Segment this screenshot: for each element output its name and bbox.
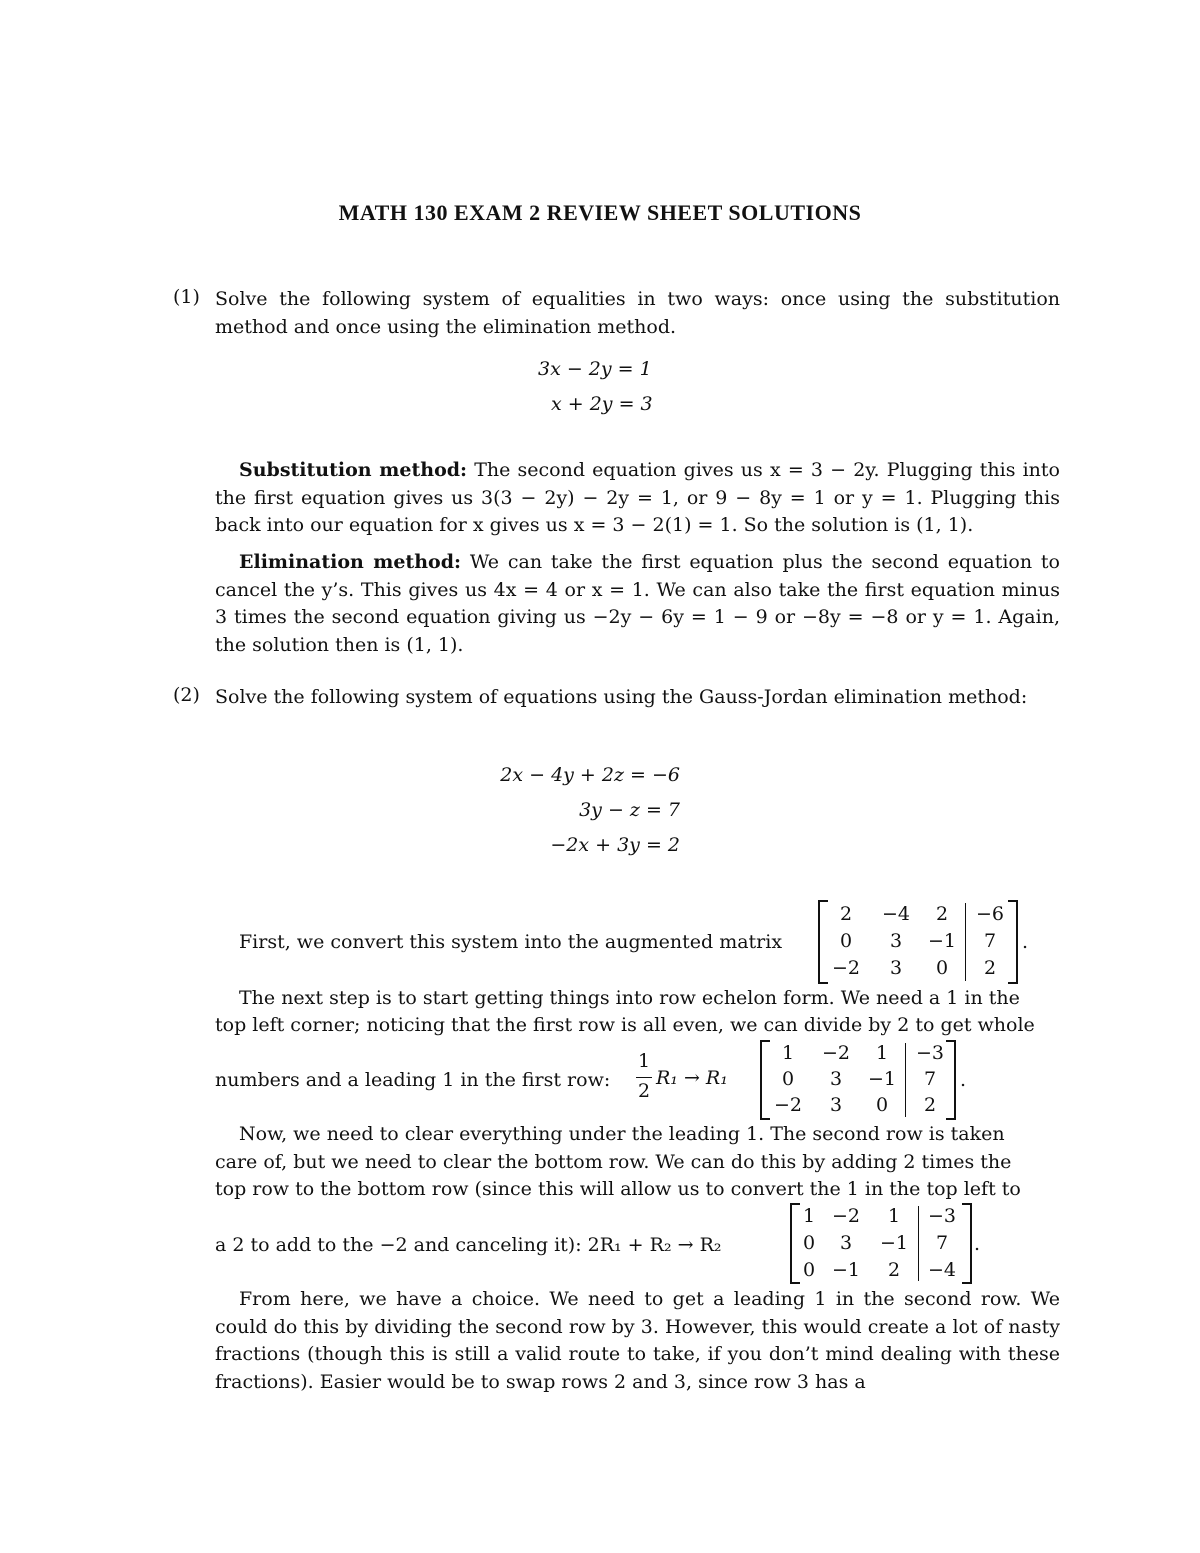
- matrix-cell: −2: [821, 1042, 850, 1064]
- matrix-cell: 2: [935, 903, 949, 925]
- matrix-cell: −4: [881, 903, 910, 925]
- equation: 3x − 2y = 1: [538, 358, 652, 380]
- substitution-text: The second equation gives us x = 3 − 2y. Plugging this into the first equation gives us 3(3 − 2y) − 2y = 1, or 9 − 8y = 1 or y = 1. Plugging this back into our equation for x gives us x = 3 − 2(1) = 1. So the solution is (1, 1).: [215, 459, 1060, 536]
- fraction-denominator: 2: [637, 1080, 651, 1102]
- step-2-line: The next step is to start getting things into row echelon form. We need a 1 in the: [239, 987, 1020, 1009]
- equation: 2x − 4y + 2z = −6: [500, 764, 680, 786]
- matrix-cell: −1: [879, 1232, 908, 1254]
- fraction-numerator: 1: [637, 1050, 651, 1072]
- step-4-paragraph: From here, we have a choice. We need to get a leading 1 in the second row. We could do this by dividing the second row by 3. However, this would create a lot of nasty fractions (though this is still a valid route to take, if you don’t mind dealing with these fractions). Easier would be to swap rows 2 and 3, since row 3 has a: [215, 1288, 1060, 1393]
- equation: x + 2y = 3: [551, 393, 653, 415]
- matrix-cell: 0: [802, 1259, 816, 1281]
- page-title: MATH 130 EXAM 2 REVIEW SHEET SOLUTIONS: [338, 200, 862, 225]
- matrix-cell: 0: [875, 1094, 889, 1116]
- matrix-cell: 7: [923, 1068, 937, 1090]
- matrix-cell: 1: [802, 1205, 816, 1227]
- step-3-line: Now, we need to clear everything under the leading 1. The second row is taken: [239, 1123, 1005, 1145]
- matrix-cell: 0: [802, 1232, 816, 1254]
- matrix-cell: −2: [831, 957, 860, 979]
- matrix-cell: 3: [829, 1068, 843, 1090]
- problem-2-number: (2): [173, 684, 200, 706]
- matrix-cell: −3: [915, 1042, 944, 1064]
- matrix-cell: −2: [773, 1094, 802, 1116]
- elimination-paragraph: [215, 549, 1060, 659]
- step-1-text: First, we convert this system into the augmented matrix: [239, 931, 783, 953]
- matrix-cell: 2: [983, 957, 997, 979]
- substitution-label: Substitution method:: [239, 459, 468, 481]
- matrix-cell: 0: [781, 1068, 795, 1090]
- problem-1-statement: Solve the following system of equalities in two ways: once using the substitution method and once using the elimination method.: [215, 288, 1060, 338]
- row-operation: R₁ → R₁: [656, 1067, 728, 1089]
- matrix-cell: −6: [975, 903, 1004, 925]
- problem-2-statement: Solve the following system of equations using the Gauss-Jordan elimination method:: [215, 686, 1028, 708]
- matrix-cell: −2: [831, 1205, 860, 1227]
- step-2-line: top left corner; noticing that the first row is all even, we can divide by 2 to get whole: [215, 1014, 1035, 1036]
- matrix-cell: 1: [781, 1042, 795, 1064]
- matrix-cell: −4: [927, 1259, 956, 1281]
- matrix-cell: 0: [839, 930, 853, 952]
- matrix-cell: −1: [927, 930, 956, 952]
- matrix-cell: 7: [983, 930, 997, 952]
- matrix-cell: 3: [829, 1094, 843, 1116]
- equation: 3y − z = 7: [579, 799, 680, 821]
- matrix-cell: 1: [887, 1205, 901, 1227]
- matrix-cell: 2: [887, 1259, 901, 1281]
- matrix-cell: 3: [839, 1232, 853, 1254]
- augmented-matrix-2: [760, 1040, 956, 1120]
- matrix-cell: 2: [839, 903, 853, 925]
- matrix-cell: 3: [889, 957, 903, 979]
- matrix-cell: −3: [927, 1205, 956, 1227]
- augmented-matrix-1: [818, 900, 1018, 984]
- matrix-cell: 7: [935, 1232, 949, 1254]
- matrix-cell: 0: [935, 957, 949, 979]
- substitution-paragraph: [215, 457, 1060, 540]
- matrix-cell: −1: [831, 1259, 860, 1281]
- step-3-line: a 2 to add to the −2 and canceling it): 2R₁ + R₂ → R₂: [215, 1234, 722, 1256]
- problem-1-number: (1): [173, 286, 200, 308]
- matrix-cell: −1: [867, 1068, 896, 1090]
- matrix-cell: 1: [875, 1042, 889, 1064]
- period: .: [974, 1233, 981, 1255]
- elimination-text: We can take the first equation plus the second equation to cancel the y’s. This gives us 4x = 4 or x = 1. We can also take the first equation minus 3 times the second equation giving us −2y − 6y = 1 − 9 or −8y = −8 or y = 1. Again, the solution then is (1, 1).: [215, 551, 1060, 656]
- step-3-line: care of, but we need to clear the bottom row. We can do this by adding 2 times the: [215, 1151, 1012, 1173]
- step-2-line: numbers and a leading 1 in the first row:: [215, 1069, 611, 1091]
- matrix-cell: 2: [923, 1094, 937, 1116]
- elimination-label: Elimination method:: [239, 551, 461, 573]
- augmented-matrix-3: [790, 1203, 972, 1284]
- equation: −2x + 3y = 2: [550, 834, 680, 856]
- step-3-line: top row to the bottom row (since this will allow us to convert the 1 in the top left to: [215, 1178, 1021, 1200]
- period: .: [1022, 931, 1029, 953]
- period: .: [960, 1069, 967, 1091]
- matrix-cell: 3: [889, 930, 903, 952]
